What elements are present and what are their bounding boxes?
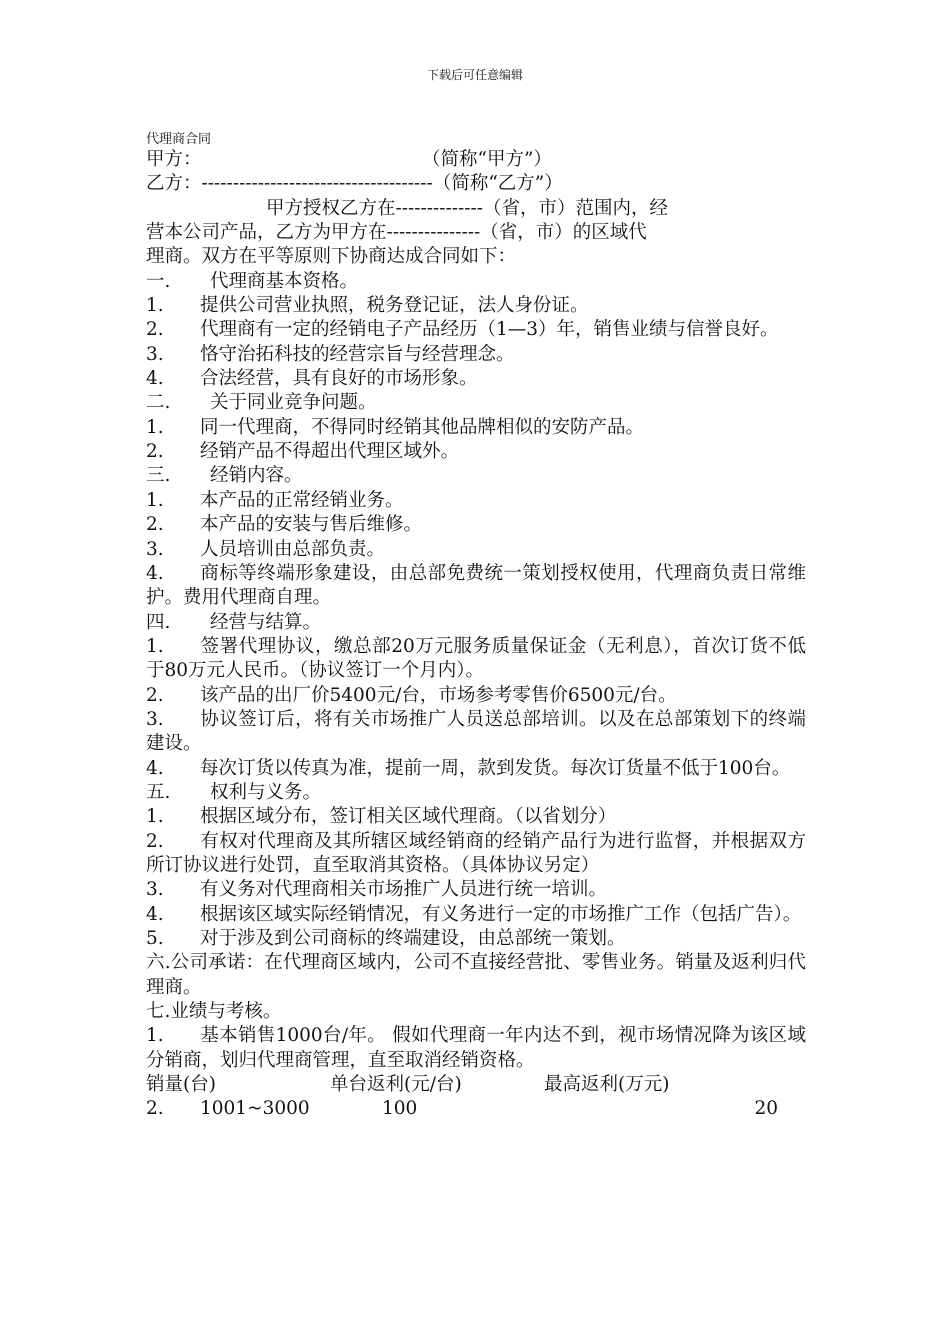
clause-number: 3.	[146, 538, 164, 560]
clause-item	[146, 878, 806, 902]
section-number: 二.	[146, 392, 171, 414]
section-7-item: 1. 基本销售1000台/年。 假如代理商一年内达不到，视市场情况降为该区域分销商，划归代理商管理，直至取消经销资格。	[146, 1025, 806, 1071]
clause-text: 该产品的出厂价5400元/台，市场参考零售价6500元/台。	[200, 684, 677, 706]
preamble-line: 理商。双方在平等原则下协商达成合同如下：	[146, 246, 517, 268]
clause-number: 1.	[146, 635, 164, 657]
clause-number: 2.	[146, 684, 164, 706]
clause-text: 恪守治拓科技的经营宗旨与经营理念。	[200, 343, 515, 365]
table-cell: 2.	[146, 1098, 164, 1120]
clause-number: 2.	[146, 441, 164, 463]
party-b-short-name: （简称“乙方”）	[432, 173, 563, 195]
clause-text: 本产品的正常经销业务。	[200, 489, 404, 511]
clause-item	[146, 635, 806, 684]
clause-item	[146, 708, 806, 757]
section-heading	[146, 611, 806, 635]
clause-number: 4.	[146, 368, 164, 390]
clause-number: 2.	[146, 830, 164, 852]
clause-text: 经销产品不得超出代理区域外。	[200, 441, 460, 463]
table-cell: 1001~3000	[200, 1098, 310, 1120]
clause-item	[146, 684, 806, 708]
section-title: 代理商基本资格。	[210, 270, 359, 292]
preamble-line: 甲方授权乙方在--------------（省，市）范围内，经	[266, 197, 669, 219]
clause-item	[146, 367, 806, 391]
clause-item	[146, 513, 806, 537]
clause-number: 5.	[146, 928, 164, 949]
section-6: 六.公司承诺：在代理商区域内，公司不直接经营批、零售业务。销量及返利归代理商。	[146, 952, 806, 998]
clause-text: 有权对代理商及其所辖区域经销商的经销产品行为进行监督，并根据双方所订协议进行处罚，直至取消其资格。（具体协议另定）	[146, 830, 806, 876]
table-cell: 20	[754, 1098, 778, 1120]
clause-item	[146, 489, 806, 513]
header-note: 下载后可任意编辑	[426, 68, 523, 82]
rebate-table-row	[146, 1097, 806, 1121]
clause-item	[146, 343, 806, 367]
section-heading	[146, 781, 806, 805]
clause-number: 2.	[146, 319, 164, 341]
section-number: 一.	[146, 270, 171, 292]
rebate-table-header	[146, 1073, 806, 1097]
clause-item	[146, 830, 806, 879]
section-heading	[146, 270, 806, 294]
clause-text: 对于涉及到公司商标的终端建设，由总部统一策划。	[200, 928, 626, 949]
clause-text: 协议签订后，将有关市场推广人员送总部培训。以及在总部策划下的终端建设。	[146, 708, 806, 755]
party-a-line	[146, 148, 806, 172]
preamble-line: 营本公司产品，乙方为甲方在---------------（省，市）的区域代	[146, 222, 647, 244]
clause-text: 代理商有一定的经销电子产品经历（1—3）年，销售业绩与信誉良好。	[200, 319, 779, 341]
clause-text: 本产品的安装与售后维修。	[200, 514, 423, 536]
table-header-cell: 销量(台)	[146, 1074, 216, 1096]
clause-number: 1.	[146, 806, 164, 828]
section-heading	[146, 464, 806, 488]
clause-item	[146, 927, 806, 951]
clause-text: 同一代理商，不得同时经销其他品牌相似的安防产品。	[200, 416, 645, 438]
section-title: 关于同业竞争问题。	[210, 392, 377, 414]
section-number: 五.	[146, 781, 171, 803]
clause-text: 商标等终端形象建设，由总部免费统一策划授权使用，代理商负责日常维护。费用代理商自理。	[146, 562, 806, 609]
clause-text: 根据该区域实际经销情况，有义务进行一定的市场推广工作（包括广告）。	[200, 903, 802, 925]
clause-number: 3.	[146, 879, 164, 901]
clause-number: 1.	[146, 489, 164, 511]
clause-number: 4.	[146, 757, 164, 779]
clause-item	[146, 318, 806, 342]
section-title: 经营与结算。	[210, 611, 322, 633]
clause-text: 提供公司营业执照，税务登记证，法人身份证。	[200, 295, 589, 317]
clause-number: 2.	[146, 514, 164, 536]
party-b-label: 乙方：	[146, 173, 202, 195]
clause-number: 3.	[146, 708, 164, 730]
clause-item	[146, 805, 806, 829]
clause-number: 3.	[146, 343, 164, 365]
clause-item	[146, 416, 806, 440]
clause-text: 人员培训由总部负责。	[200, 538, 386, 560]
clause-item	[146, 294, 806, 318]
clause-number: 1.	[146, 416, 164, 438]
clause-text: 合法经营，具有良好的市场形象。	[200, 368, 478, 390]
clause-text: 每次订货以传真为准，提前一周，款到发货。每次订货量不低于100台。	[200, 757, 791, 779]
section-title: 权利与义务。	[210, 781, 322, 803]
clause-item	[146, 757, 806, 781]
clause-text: 有义务对代理商相关市场推广人员进行统一培训。	[200, 879, 608, 901]
section-number: 四.	[146, 611, 171, 633]
clause-number: 4.	[146, 562, 164, 584]
section-7-title: 七.业绩与考核。	[146, 1001, 282, 1023]
contract-sections	[146, 270, 806, 952]
clause-number: 1.	[146, 295, 164, 317]
section-number: 三.	[146, 465, 171, 487]
contract-body	[146, 148, 806, 1122]
section-title: 经销内容。	[210, 465, 303, 487]
table-header-cell: 单台返利(元/台)	[330, 1074, 462, 1096]
party-a-label: 甲方：	[146, 149, 202, 170]
section-heading	[146, 391, 806, 415]
clause-text: 签署代理协议，缴总部20万元服务质量保证金（无利息），首次订货不低于80万元人民币。（协议签订一个月内）。	[146, 635, 806, 682]
clause-item	[146, 440, 806, 464]
clause-text: 根据区域分布，签订相关区域代理商。（以省划分）	[200, 806, 617, 828]
clause-item	[146, 562, 806, 611]
party-b-blank: -------------------------------------	[201, 173, 433, 195]
clause-number: 4.	[146, 903, 164, 925]
clause-item	[146, 903, 806, 927]
document-title: 代理商合同	[146, 132, 212, 147]
clause-item	[146, 538, 806, 562]
party-b-line	[146, 172, 806, 196]
party-a-short-name: （简称“甲方”）	[422, 149, 552, 170]
table-header-cell: 最高返利(万元)	[544, 1074, 670, 1096]
table-cell: 100	[382, 1098, 418, 1120]
